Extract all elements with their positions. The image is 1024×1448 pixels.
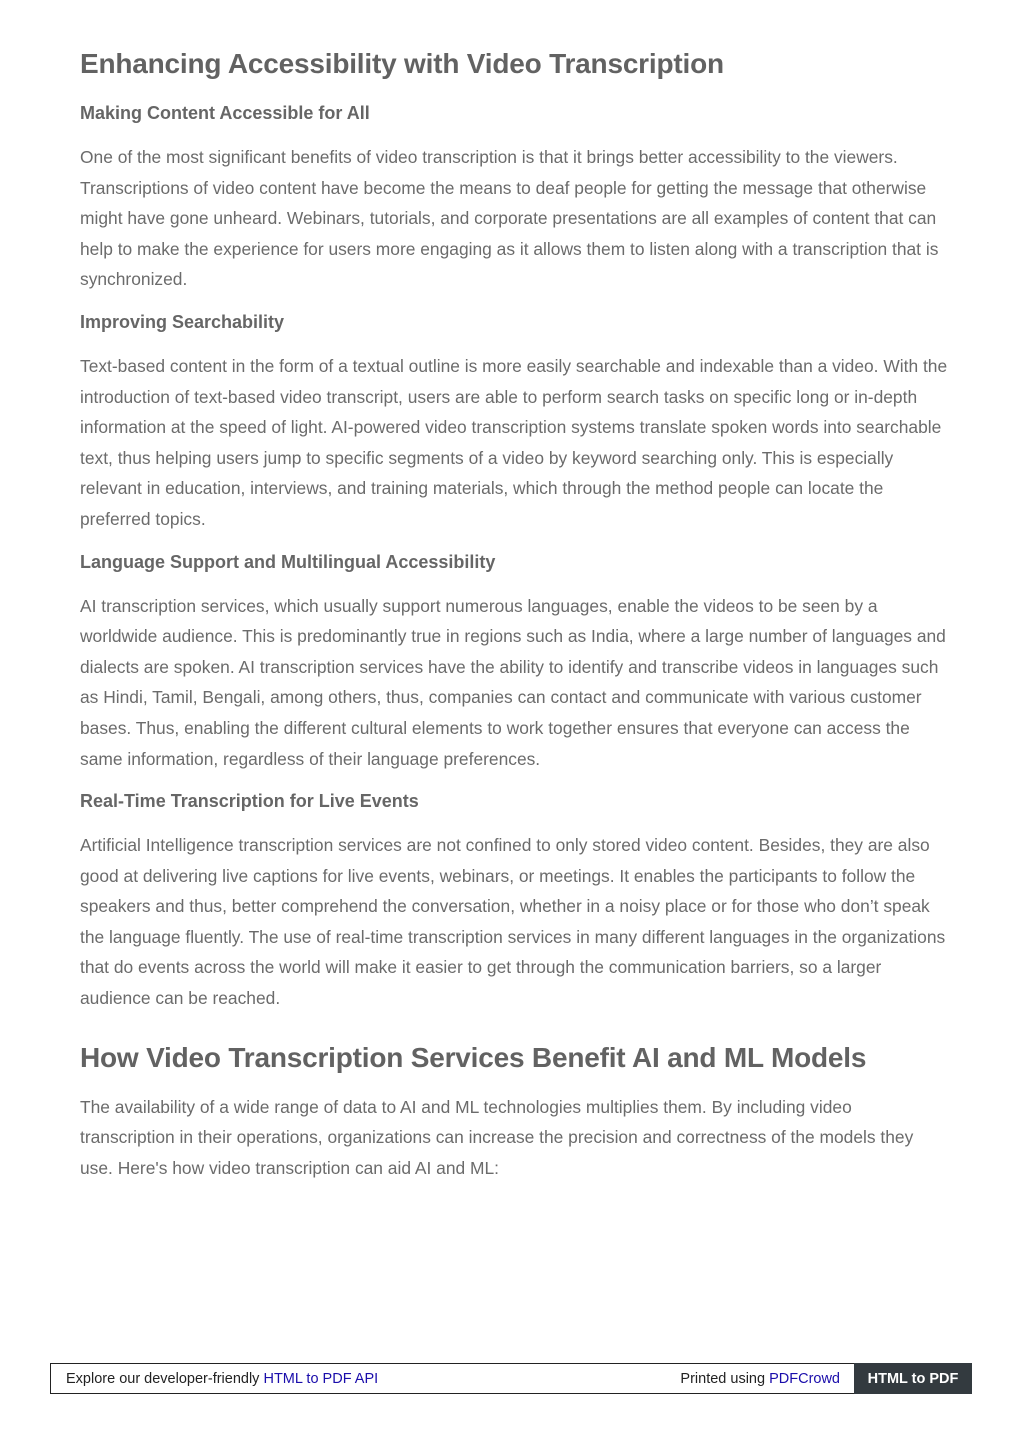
html-to-pdf-api-link[interactable]: HTML to PDF API bbox=[263, 1370, 379, 1387]
section-paragraph: AI transcription services, which usually support numerous languages, enable the videos to be seen by a worldwide audience. This is predominantly true in regions such as India, where a large number of languages and dialects are spoken. AI transcription services have the ability to identify and transcribe videos in languages such as Hindi, Tamil, Bengali, among others, thus, companies can contact and communicate with various customer bases. Thus, enabling the different cultural elements to work together ensures that everyone can access the same information, regardless of their language preferences. bbox=[80, 595, 946, 769]
footer-explore bbox=[51, 1371, 680, 1387]
page-title: Enhancing Accessibility with Video Transcription bbox=[80, 48, 724, 79]
footer-explore-text: Explore our developer-friendly bbox=[66, 1370, 264, 1387]
section-real-time bbox=[80, 788, 948, 1014]
section-searchability bbox=[80, 309, 948, 535]
section-title-ai-ml: How Video Transcription Services Benefit AI and ML Models bbox=[80, 1041, 867, 1073]
footer-printed bbox=[680, 1371, 854, 1387]
footer-printed-text: Printed using bbox=[680, 1370, 770, 1387]
section-paragraph: Text-based content in the form of a textual outline is more easily searchable and indexable than a video. With the introduction of text-based video transcript, users are able to perform search tasks on specific long or in-depth information at the speed of light. AI-powered video transcription systems translate spoken words into searchable text, thus helping users jump to specific segments of a video by keyword searching only. This is especially relevant in education, interviews, and training materials, which through the method people can locate the preferred topics. bbox=[80, 355, 948, 529]
section-paragraph: Artificial Intelligence transcription services are not confined to only stored video content. Besides, they are also good at delivering live captions for live events, webinars, or meetings. It enables the participants to follow the speakers and thus, better comprehend the conversation, whether in a noisy place or for those who don’t speak the language fluently. The use of real-time transcription services in many different languages in the organizations that do events across the world will make it easier to get through the communication barriers, so a larger audience can be reached. bbox=[80, 835, 946, 1009]
section-language-support bbox=[80, 549, 948, 775]
section-heading: Language Support and Multilingual Accessibility bbox=[80, 551, 496, 572]
section-paragraph: One of the most significant benefits of video transcription is that it brings better accessibility to the viewers. Transcriptions of video content have become the means to deaf people for getting the message that otherwise might have gone unheard. Webinars, tutorials, and corporate presentations are all examples of content that can help to make the experience for users more engaging as it allows them to listen along with a transcription that is synchronized. bbox=[80, 147, 939, 290]
section-accessible-content bbox=[80, 100, 948, 295]
section-heading: Improving Searchability bbox=[80, 311, 285, 332]
pdfcrowd-link[interactable]: PDFCrowd bbox=[769, 1370, 840, 1387]
section-paragraph: The availability of a wide range of data to AI and ML technologies multiplies them. By including video transcription in their operations, organizations can increase the precision and correctness of the models they use. Here's how video transcription can aid AI and ML: bbox=[80, 1096, 914, 1178]
pdfcrowd-footer-banner bbox=[50, 1363, 972, 1394]
section-heading: Real-Time Transcription for Live Events bbox=[80, 791, 419, 812]
html-to-pdf-button[interactable]: HTML to PDF bbox=[854, 1363, 972, 1394]
section-heading: Making Content Accessible for All bbox=[80, 103, 370, 123]
article bbox=[80, 44, 948, 1197]
